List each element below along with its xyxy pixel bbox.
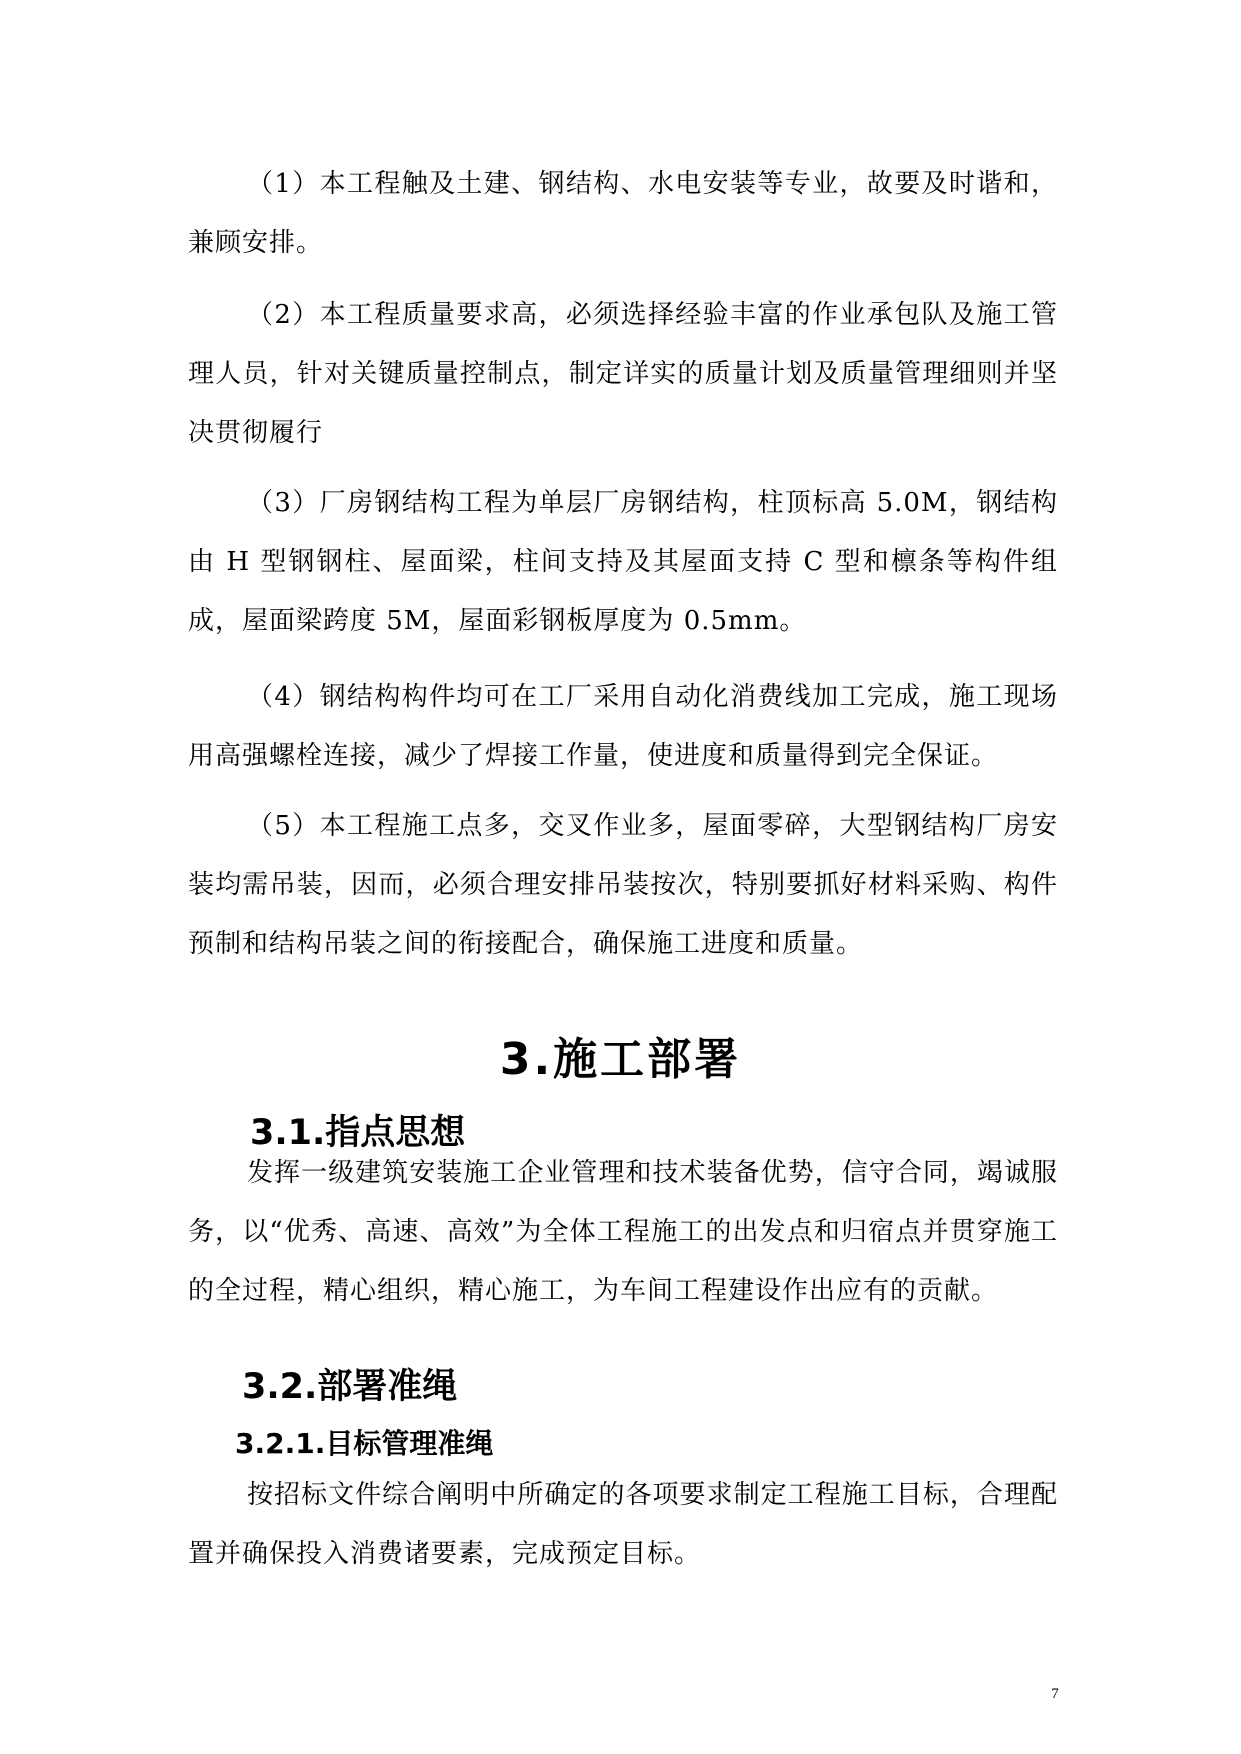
paragraph-1: （1）本工程触及土建、钢结构、水电安装等专业，故要及时谐和，兼顾安排。 bbox=[188, 169, 1058, 258]
subsection-heading-3-2-1: 3.2.1.目标管理准绳 bbox=[235, 1427, 494, 1460]
paragraph-3: （3）厂房钢结构工程为单层厂房钢结构，柱顶标高 5.0M，钢结构由 H 型钢钢柱、屋面梁，柱间支持及其屋面支持 C 型和檩条等构件组成，屋面梁跨度 5M，屋面彩钢板厚度为 0.5mm。 bbox=[188, 488, 1058, 636]
paragraph-5: （5）本工程施工点多，交叉作业多，屋面零碎，大型钢结构厂房安装均需吊装，因而，必须合理安排吊装按次，特别要抓好材料采购、构件预制和结构吊装之间的衔接配合，确保施工进度和质量。 bbox=[188, 811, 1058, 959]
paragraph-4: （4）钢结构构件均可在工厂采用自动化消费线加工完成，施工现场用高强螺栓连接，减少了焊接工作量，使进度和质量得到完全保证。 bbox=[188, 682, 1058, 771]
paragraph-2: （2）本工程质量要求高，必须选择经验丰富的作业承包队及施工管理人员，针对关键质量控制点，制定详实的质量计划及质量管理细则并坚决贯彻履行 bbox=[188, 300, 1058, 448]
section-heading-3-2: 3.2.部署准绳 bbox=[242, 1367, 458, 1407]
section-3-1-body: 发挥一级建筑安装施工企业管理和技术装备优势，信守合同，竭诚服务，以“优秀、高速、高效”为全体工程施工的出发点和归宿点并贯穿施工的全过程，精心组织，精心施工，为车间工程建设作出应有的贡献。 bbox=[188, 1158, 1058, 1306]
page-number: 7 bbox=[1051, 1686, 1059, 1702]
section-heading-3-1: 3.1.指点思想 bbox=[250, 1113, 466, 1153]
chapter-title: 3.施工部署 bbox=[499, 1034, 742, 1085]
subsection-3-2-1-body: 按招标文件综合阐明中所确定的各项要求制定工程施工目标，合理配置并确保投入消费诸要素，完成预定目标。 bbox=[188, 1480, 1058, 1569]
